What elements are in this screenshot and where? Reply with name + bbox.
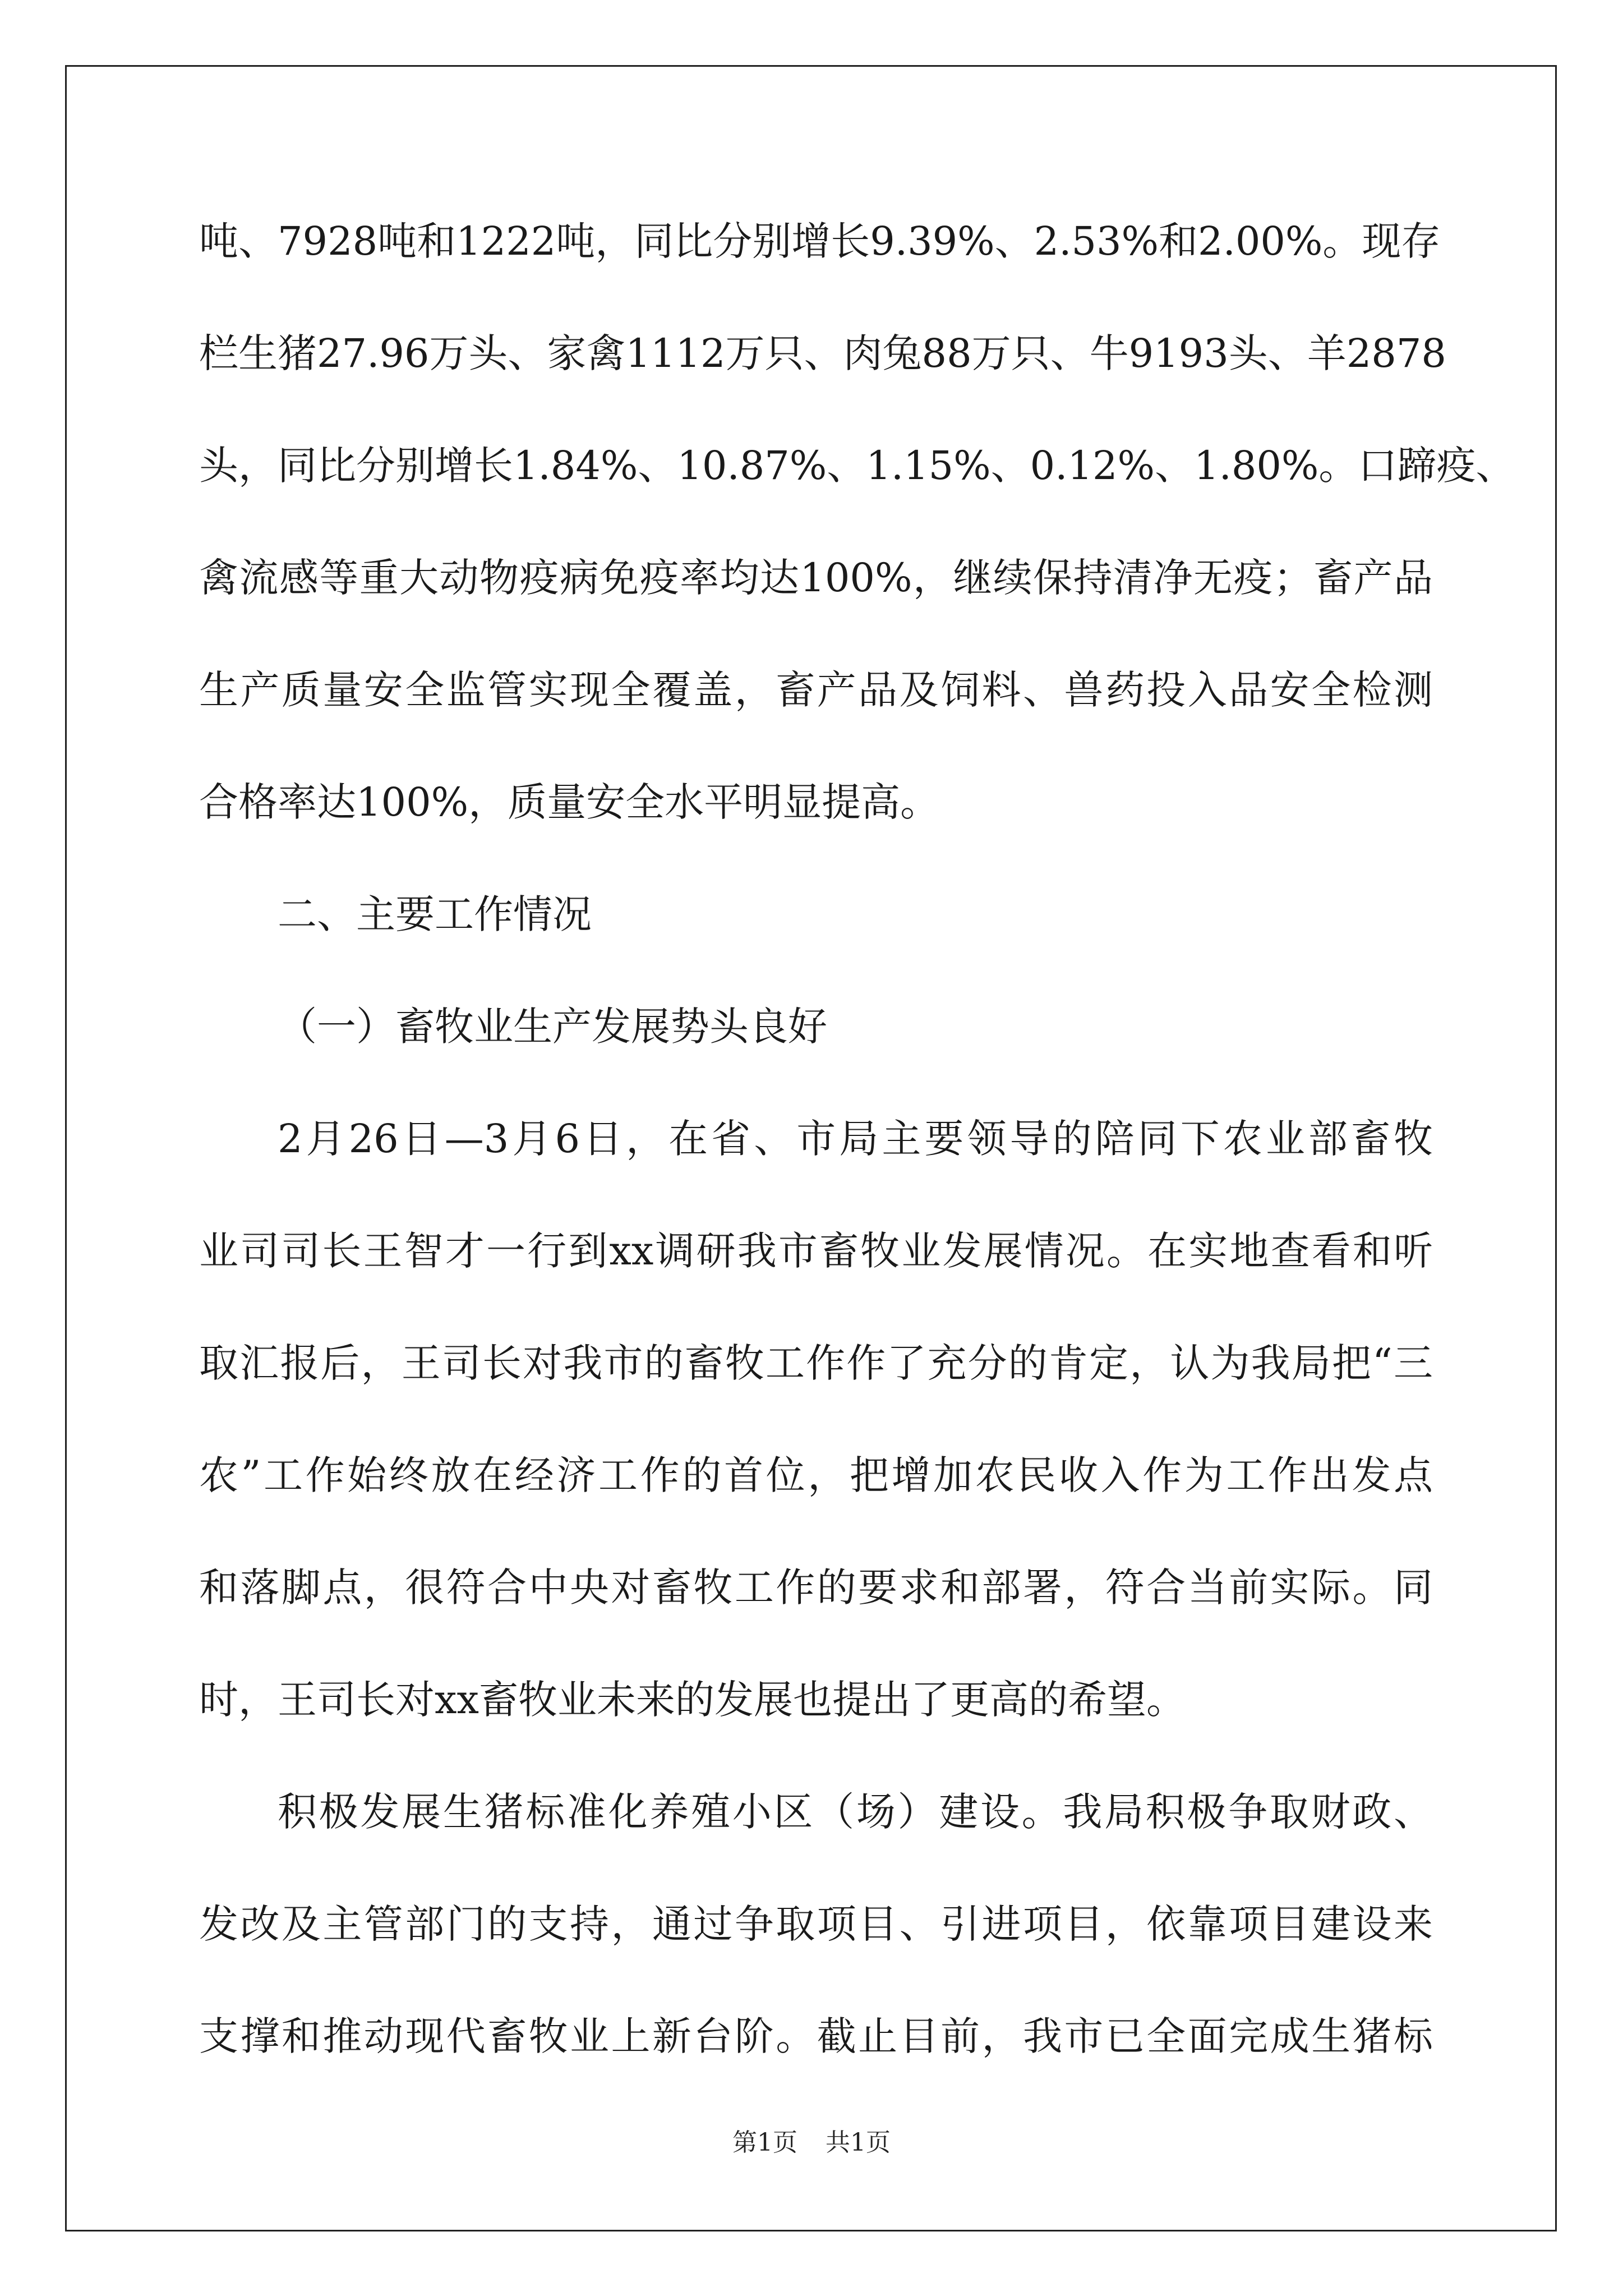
section-heading: 二、主要工作情况 (278, 891, 592, 937)
text-line: 支撑和推动现代畜牧业上新台阶。截止目前，我市已全面完成生猪标 (199, 2013, 1433, 2059)
page-total: 共1页 (826, 2128, 891, 2157)
text-line: 积极发展生猪标准化养殖小区（场）建设。我局积极争取财政、 (278, 1789, 1433, 1835)
subsection-heading: （一）畜牧业生产发展势头良好 (278, 1004, 827, 1050)
page-number: 第1页 (732, 2128, 797, 2157)
text-line: 农”工作始终放在经济工作的首位，把增加农民收入作为工作出发点 (199, 1452, 1433, 1498)
text-line: 合格率达100%，质量安全水平明显提高。 (199, 779, 940, 825)
page-footer (0, 2126, 1623, 2160)
text-line: 取汇报后，王司长对我市的畜牧工作作了充分的肯定，认为我局把“三 (199, 1340, 1433, 1386)
text-line: 禽流感等重大动物疫病免疫率均达100%，继续保持清净无疫；畜产品 (199, 555, 1433, 601)
document-body (199, 213, 1515, 2120)
text-line: 和落脚点，很符合中央对畜牧工作的要求和部署，符合当前实际。同 (199, 1565, 1433, 1611)
text-line: 时，王司长对xx畜牧业未来的发展也提出了更高的希望。 (199, 1677, 1186, 1723)
text-line: 吨、7928吨和1222吨，同比分别增长9.39%、2.53%和2.00%。现存 (199, 218, 1441, 264)
text-line: 业司司长王智才一行到xx调研我市畜牧业发展情况。在实地查看和听 (199, 1228, 1433, 1274)
text-line: 2月26日—3月6日，在省、市局主要领导的陪同下农业部畜牧 (278, 1116, 1433, 1162)
text-line: 生产质量安全监管实现全覆盖，畜产品及饲料、兽药投入品安全检测 (199, 667, 1433, 713)
text-line: 栏生猪27.96万头、家禽1112万只、肉兔88万只、牛9193头、羊2878 (199, 330, 1446, 376)
text-line: 头，同比分别增长1.84%、10.87%、1.15%、0.12%、1.80%。口蹄疫、 (199, 443, 1515, 489)
text-line: 发改及主管部门的支持，通过争取项目、引进项目，依靠项目建设来 (199, 1901, 1433, 1947)
